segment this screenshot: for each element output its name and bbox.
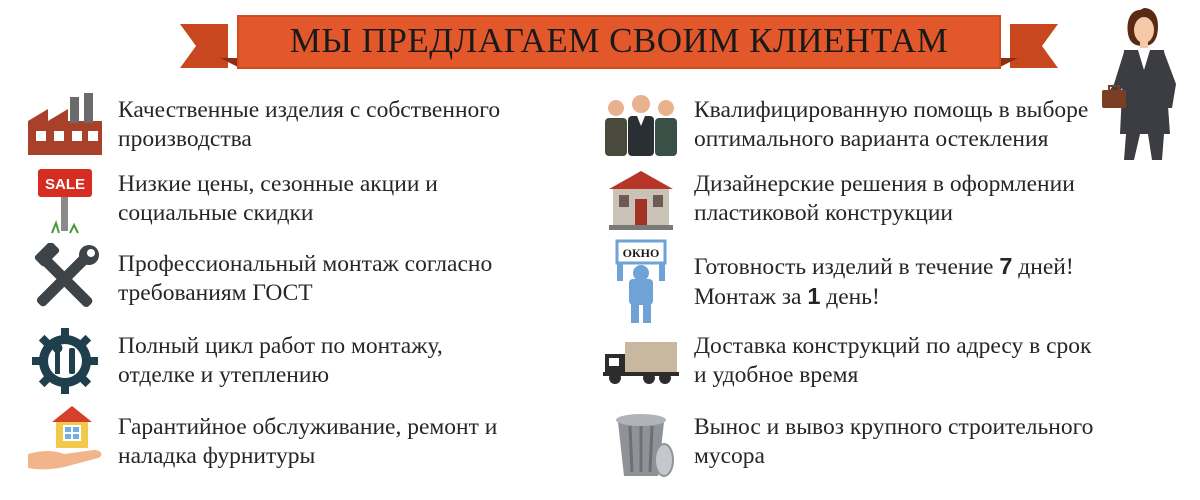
trash-bin-icon xyxy=(600,406,682,478)
item-text-line2: производства xyxy=(118,126,252,152)
gear-tools-icon xyxy=(24,325,106,397)
item-text-line1: Гарантийное обслуживание, ремонт и xyxy=(118,414,498,440)
list-item xyxy=(24,163,438,235)
list-item xyxy=(600,89,1088,161)
item-text-line1: Вынос и вывоз крупного строительного xyxy=(694,414,1094,440)
business-team-icon xyxy=(600,89,682,161)
item-text-line1: Доставка конструкций по адресу в срок xyxy=(694,333,1092,359)
list-item xyxy=(24,243,492,315)
delivery-truck-icon xyxy=(600,325,682,397)
list-item xyxy=(600,406,1093,478)
window-sign-text: ОКНО xyxy=(622,246,660,260)
item-text-line1: Квалифицированную помощь в выборе xyxy=(694,97,1089,123)
sale-sign-icon xyxy=(24,163,106,235)
item-text-line2: наладка фурнитуры xyxy=(118,443,316,469)
item-text-line1: Профессиональный монтаж согласно xyxy=(118,251,493,277)
businesswoman-illustration xyxy=(1100,4,1192,166)
item-text-line2: отделке и утеплению xyxy=(118,362,329,388)
factory-icon xyxy=(24,89,106,161)
list-item xyxy=(24,325,443,397)
building-icon xyxy=(600,163,682,235)
sale-sign-text: SALE xyxy=(44,176,86,193)
item-text-line2: социальные скидки xyxy=(118,200,314,226)
header-banner xyxy=(180,12,1058,74)
item-text-line1: Качественные изделия с собственного xyxy=(118,97,501,123)
item-text-line2: Монтаж за 1 день! xyxy=(694,283,880,310)
house-on-hand-icon xyxy=(24,406,106,478)
item-text-line2: пластиковой конструкции xyxy=(694,200,953,226)
list-item xyxy=(24,406,497,478)
banner-title: МЫ ПРЕДЛАГАЕМ СВОИМ КЛИЕНТАМ xyxy=(289,21,949,60)
item-text-line1: Полный цикл работ по монтажу, xyxy=(118,333,443,359)
item-text-line2: и удобное время xyxy=(694,362,859,388)
list-item xyxy=(600,163,1075,235)
list-item xyxy=(600,325,1091,397)
item-text-line2: мусора xyxy=(694,443,765,469)
person-holding-window-icon xyxy=(600,239,682,325)
list-item xyxy=(24,89,500,161)
list-item xyxy=(600,239,1074,325)
item-text-line2: требованиям ГОСТ xyxy=(118,280,313,306)
item-text-line2: оптимального варианта остекления xyxy=(694,126,1049,152)
tools-icon xyxy=(24,243,106,315)
item-text-line1: Готовность изделий в течение 7 дней! xyxy=(694,253,1074,280)
item-text-line1: Низкие цены, сезонные акции и xyxy=(118,171,438,197)
item-text-line1: Дизайнерские решения в оформлении xyxy=(694,171,1075,197)
